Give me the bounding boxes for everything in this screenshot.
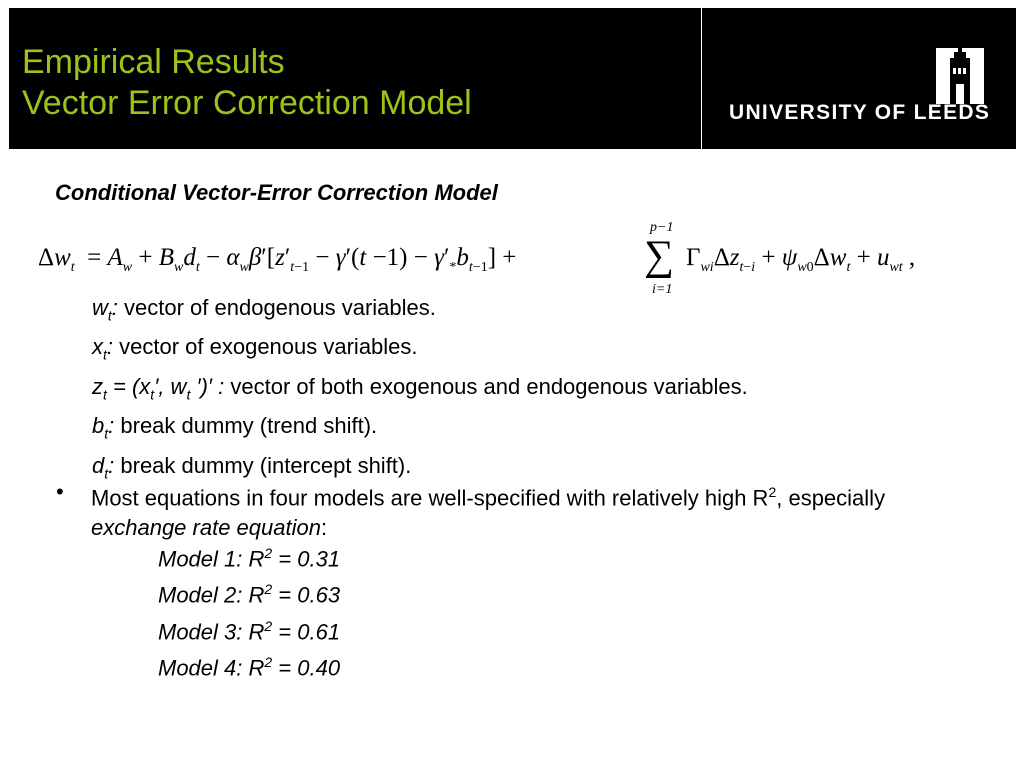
model-result-2: Model 2: $R^2 = 0.63$ [158, 581, 341, 608]
definition-x [92, 331, 748, 370]
university-logo-text: UNIVERSITY OF LEEDS [729, 101, 991, 124]
model-result-1: Model 1: $R^2 = 0.31$ [158, 545, 341, 572]
bullet-emphasis: exchange rate equation [91, 515, 321, 541]
model-results [158, 538, 340, 683]
slide-title [22, 42, 472, 124]
definition-b [92, 410, 748, 449]
definition-z [92, 371, 748, 410]
definition-w [92, 292, 748, 331]
summation [642, 220, 682, 300]
slide-header [9, 8, 1016, 149]
sum-lower-limit: i=1 [652, 282, 673, 297]
definition-text: vector of endogenous variables. [117, 295, 436, 320]
university-tower-icon [936, 48, 984, 104]
section-subtitle: Conditional Vector-Error Correction Model [55, 180, 498, 205]
definition-text: vector of exogenous variables. [113, 334, 418, 360]
definition-symbol: $d_t$: [92, 452, 115, 481]
title-line-2: Vector Error Correction Model [22, 84, 472, 122]
sigma-symbol: ∑ [644, 233, 674, 279]
bullet-text: Most equations in four models are well-specified with relatively high $R^2$, especially exchange rate equation: [91, 484, 886, 541]
vecm-equation [38, 220, 998, 300]
definition-text: break dummy (trend shift). [114, 413, 378, 439]
model-result-3: Model 3: $R^2 = 0.61$ [158, 617, 341, 644]
sum-upper-limit: p−1 [650, 220, 674, 235]
definition-text: break dummy (intercept shift). [114, 452, 412, 478]
model-result-4: Model 4: $R^2 = 0.40$ [158, 653, 341, 681]
definition-symbol: $x_t$: [92, 334, 114, 363]
header-divider [701, 8, 702, 149]
equation-right-part: $\Gamma_{wi}\Delta z_{t-i} + \psi_{w0}\Delta w_t + u_{wt}$ , [686, 244, 916, 275]
variable-definitions [92, 292, 748, 489]
definition-symbol: $w_t$: [92, 295, 118, 324]
definition-text: vector of both exogenous and endogenous variables. [224, 373, 748, 399]
bullet-marker: • [56, 479, 64, 504]
definition-symbol: $b_t$: [92, 413, 115, 442]
definition-symbol: $z_t = (x_t'$, $w_t$ ′)′ : [92, 373, 225, 403]
equation-left-part: $\Delta w_t = A_w + B_wd_t - \alpha_w\beta'[z'_{t-1} - \gamma'(t -1) - \gamma'_*b_{t-1}]$ + [38, 244, 517, 275]
title-line-1: Empirical Results [22, 43, 285, 81]
